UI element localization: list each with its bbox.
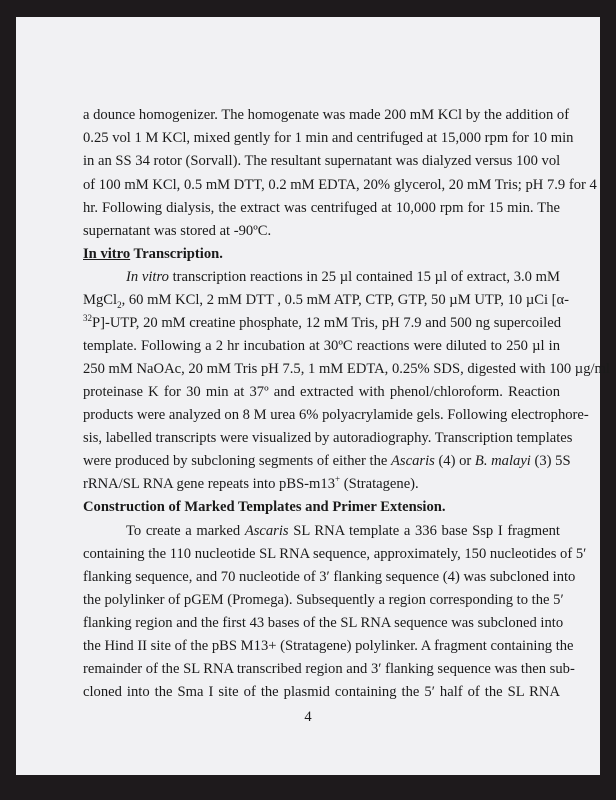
text-line: the polylinker of pGEM (Promega). Subsequently a region corresponding to the 5′ [83, 592, 564, 608]
text-span: (4) or [434, 453, 475, 469]
text-line: sis, labelled transcripts were visualized by autoradiography. Transcription templates [83, 430, 573, 446]
text-line: in an SS 34 rotor (Sorvall). The resultant supernatant was dialyzed versus 100 vol [83, 153, 561, 169]
text-line [83, 453, 571, 469]
text-span: P]-UTP, 20 mM creatine phosphate, 12 mM Tris, pH 7.9 and 500 ng supercoiled [92, 315, 561, 331]
text-span: (3) 5S [530, 453, 571, 469]
text-line: proteinase K for 30 min at 37º and extracted with phenol/chloroform. Reaction [83, 384, 560, 400]
text-span: MgCl [83, 292, 118, 308]
text-line [83, 315, 560, 331]
text-line: the Hind II site of the pBS M13+ (Stratagene) polylinker. A fragment containing the [83, 638, 574, 654]
superscript: + [335, 474, 341, 485]
text-line: 250 mM NaOAc, 20 mM Tris pH 7.5, 1 mM EDTA, 0.25% SDS, digested with 100 µg/ml [83, 361, 610, 377]
text-span: were produced by subcloning segments of either the [83, 453, 392, 469]
text-line [83, 476, 560, 492]
text-span: , 60 mM KCl, 2 mM DTT , 0.5 mM ATP, CTP, GTP, 50 µM UTP, 10 µCi [α- [121, 292, 570, 308]
text-span: To create a marked [126, 523, 245, 539]
italic-term: Ascaris [244, 523, 289, 539]
text-line [126, 269, 560, 285]
text-line: cloned into the Sma I site of the plasmid containing the 5′ half of the SL RNA [83, 684, 560, 700]
italic-term: B. malayi [474, 453, 531, 469]
text-line: hr. Following dialysis, the extract was centrifuged at 10,000 rpm for 15 min. The [83, 200, 560, 216]
document-page [16, 17, 610, 775]
text-line: of 100 mM KCl, 0.5 mM DTT, 0.2 mM EDTA, 20% glycerol, 20 mM Tris; pH 7.9 for 4 [83, 177, 597, 193]
text-line: remainder of the SL RNA transcribed region and 3′ flanking sequence was then sub- [83, 661, 575, 677]
subscript: 2 [117, 299, 122, 310]
text-span: transcription reactions in 25 µl contained 15 µl of extract, 3.0 mM [168, 269, 561, 285]
italic-term: Ascaris [391, 453, 435, 469]
text-line [83, 292, 570, 310]
text-line [126, 523, 560, 539]
text-span: (Stratagene). [340, 476, 419, 492]
text-line: template. Following a 2 hr incubation at 30ºC reactions were diluted to 250 µl in [83, 338, 560, 354]
heading-rest: Transcription. [130, 246, 223, 262]
page-number: 4 [304, 709, 312, 725]
superscript: 32 [83, 313, 92, 324]
heading-underlined: In vitro [83, 246, 131, 262]
text-line: 0.25 vol 1 M KCl, mixed gently for 1 min and centrifuged at 15,000 rpm for 10 min [83, 130, 574, 146]
text-span: rRNA/SL RNA gene repeats into pBS-m13 [83, 476, 335, 492]
section-heading-construction: Construction of Marked Templates and Primer Extension. [83, 499, 446, 515]
text-line: products were analyzed on 8 M urea 6% polyacrylamide gels. Following electrophore- [83, 407, 589, 423]
text-span: SL RNA template a 336 base Ssp I fragment [288, 523, 560, 539]
text-line: containing the 110 nucleotide SL RNA sequence, approximately, 150 nucleotides of 5′ [83, 546, 587, 562]
text-line: flanking sequence, and 70 nucleotide of 3′ flanking sequence (4) was subcloned into [83, 569, 576, 585]
italic-term: In vitro [126, 269, 169, 285]
section-heading-in-vitro-transcription [83, 246, 560, 262]
text-line: supernatant was stored at -90ºC. [83, 223, 272, 239]
text-line: a dounce homogenizer. The homogenate was made 200 mM KCl by the addition of [83, 107, 570, 123]
text-line: flanking region and the first 43 bases of the SL RNA sequence was subcloned into [83, 615, 564, 631]
